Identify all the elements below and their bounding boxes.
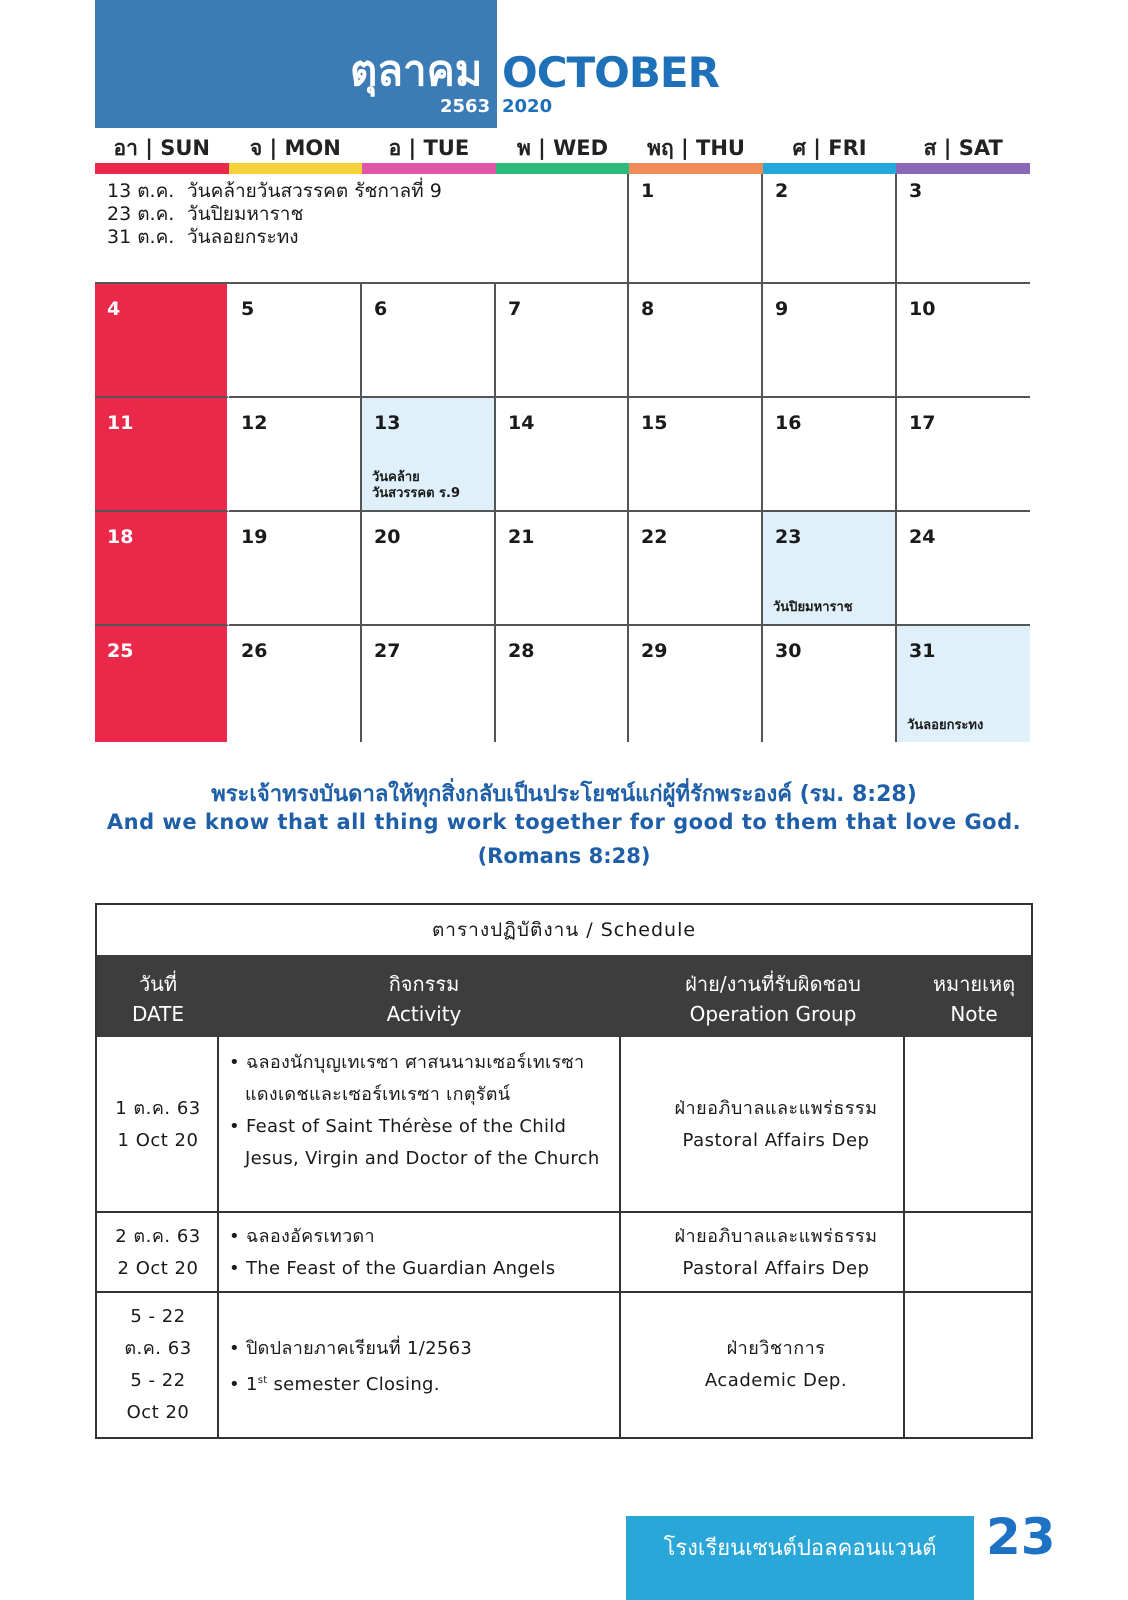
holiday-label: วันลอยกระทง bbox=[907, 718, 984, 733]
weekday-color-bar bbox=[896, 163, 1030, 174]
holiday-label: วันปิยมหาราช bbox=[773, 600, 853, 615]
calendar-day[interactable]: 28 bbox=[496, 626, 629, 742]
calendar-day[interactable]: 6 bbox=[362, 284, 496, 398]
month-title-english: OCTOBER bbox=[502, 48, 719, 97]
calendar-day[interactable]: 24 bbox=[897, 512, 1030, 626]
calendar-day[interactable]: 10 bbox=[897, 284, 1030, 398]
weekday-color-bar bbox=[229, 163, 363, 174]
calendar-day[interactable]: 17 bbox=[897, 398, 1030, 512]
table-row bbox=[97, 1211, 1031, 1291]
weekday-sun: อา | SUN bbox=[95, 128, 229, 174]
calendar-grid bbox=[95, 174, 1030, 742]
calendar-day-sunday[interactable]: 4 bbox=[95, 284, 229, 398]
row-date: 5 - 22 ต.ค. 63 5 - 22 Oct 20 bbox=[124, 1306, 192, 1423]
page-number: 23 bbox=[986, 1508, 1056, 1566]
verse-reference: (Romans 8:28) bbox=[477, 844, 651, 868]
row-activity: • ฉลองอัครเทวดา • The Feast of the Guardian Angels bbox=[229, 1226, 556, 1279]
calendar-day-holiday[interactable]: 13 วันคล้าย วันสวรรคต ร.9 bbox=[362, 398, 496, 512]
column-header-group: ฝ่าย/งานที่รับผิดชอบ Operation Group bbox=[685, 972, 861, 1026]
calendar-day-sunday[interactable]: 18 bbox=[95, 512, 229, 626]
row-activity: • ฉลองนักบุญเทเรซา ศาสนนามเซอร์เทเรซา แดงเดชและเซอร์เทเรซา เกตุรัตน์ • Feast of Saint Thérèse of the Child Jesus, Virgin and Doctor of the Church bbox=[229, 1052, 600, 1169]
calendar-day[interactable]: 5 bbox=[229, 284, 362, 398]
weekday-fri: ศ | FRI bbox=[763, 128, 897, 174]
weekday-color-bar bbox=[362, 163, 496, 174]
holiday-notes bbox=[95, 174, 629, 284]
column-header-activity: กิจกรรม Activity bbox=[386, 972, 462, 1026]
weekday-mon: จ | MON bbox=[229, 128, 363, 174]
verse-thai: พระเจ้าทรงบันดาลให้ทุกสิ่งกลับเป็นประโยชน์แก่ผู้ที่รักพระองค์ (รม. 8:28) bbox=[211, 782, 917, 807]
calendar-day[interactable]: 22 bbox=[629, 512, 763, 626]
calendar-day[interactable]: 15 bbox=[629, 398, 763, 512]
calendar-day[interactable]: 9 bbox=[763, 284, 897, 398]
holiday-note: 13 ต.ค. วันคล้ายวันสวรรคต รัชกาลที่ 9 bbox=[107, 180, 442, 202]
calendar-day-sunday[interactable]: 11 bbox=[95, 398, 229, 512]
calendar-day-sunday[interactable]: 25 bbox=[95, 626, 229, 742]
school-name: โรงเรียนเซนต์ปอลคอนแวนต์ bbox=[663, 1536, 937, 1561]
calendar-day-holiday[interactable]: 31 วันลอยกระทง bbox=[897, 626, 1030, 742]
schedule-header-row bbox=[97, 955, 1031, 1037]
calendar-day[interactable]: 3 bbox=[897, 174, 1030, 284]
calendar-day[interactable]: 26 bbox=[229, 626, 362, 742]
weekday-color-bar bbox=[496, 163, 630, 174]
calendar-day[interactable]: 14 bbox=[496, 398, 629, 512]
table-row bbox=[97, 1291, 1031, 1437]
schedule-table bbox=[95, 903, 1033, 1439]
row-group: ฝ่ายวิชาการ Academic Dep. bbox=[704, 1338, 848, 1391]
calendar-day[interactable]: 29 bbox=[629, 626, 763, 742]
row-activity: • ปิดปลายภาคเรียนที่ 1/2563 • 1st semester Closing. bbox=[229, 1338, 473, 1395]
schedule-title: ตารางปฏิบัติงาน / Schedule bbox=[431, 919, 697, 941]
row-group: ฝ่ายอภิบาลและแพร่ธรรม Pastoral Affairs Dep bbox=[674, 1226, 878, 1279]
calendar-day[interactable]: 7 bbox=[496, 284, 629, 398]
weekday-sat: ส | SAT bbox=[896, 128, 1030, 174]
weekday-thu: พฤ | THU bbox=[629, 128, 763, 174]
holiday-label: วันคล้าย วันสวรรคต ร.9 bbox=[372, 470, 461, 501]
row-date: 2 ต.ค. 63 2 Oct 20 bbox=[115, 1226, 201, 1279]
weekday-wed: พ | WED bbox=[496, 128, 630, 174]
verse-english: And we know that all thing work together for good to them that love God. bbox=[106, 810, 1022, 834]
month-title-thai: ตุลาคม bbox=[350, 46, 483, 95]
calendar-day[interactable]: 2 bbox=[763, 174, 897, 284]
calendar-day[interactable]: 8 bbox=[629, 284, 763, 398]
weekday-color-bar bbox=[763, 163, 897, 174]
calendar-day[interactable]: 1 bbox=[629, 174, 763, 284]
calendar-day[interactable]: 12 bbox=[229, 398, 362, 512]
calendar-day[interactable]: 16 bbox=[763, 398, 897, 512]
calendar-day[interactable]: 21 bbox=[496, 512, 629, 626]
row-date: 1 ต.ค. 63 1 Oct 20 bbox=[115, 1098, 201, 1151]
holiday-note: 31 ต.ค. วันลอยกระทง bbox=[107, 226, 299, 248]
calendar-day[interactable]: 30 bbox=[763, 626, 897, 742]
calendar-day-holiday[interactable]: 23 วันปิยมหาราช bbox=[763, 512, 897, 626]
calendar-day[interactable]: 27 bbox=[362, 626, 496, 742]
row-group: ฝ่ายอภิบาลและแพร่ธรรม Pastoral Affairs Dep bbox=[674, 1098, 878, 1151]
weekday-tue: อ | TUE bbox=[362, 128, 496, 174]
column-header-note: หมายเหตุ Note bbox=[932, 972, 1016, 1026]
calendar-day[interactable]: 19 bbox=[229, 512, 362, 626]
column-header-date: วันที่ DATE bbox=[131, 972, 185, 1026]
holiday-note: 23 ต.ค. วันปิยมหาราช bbox=[107, 203, 304, 225]
table-row bbox=[97, 1037, 1031, 1211]
calendar-day[interactable]: 20 bbox=[362, 512, 496, 626]
weekday-color-bar bbox=[629, 163, 763, 174]
weekday-header bbox=[95, 128, 1030, 174]
weekday-color-bar bbox=[95, 163, 229, 174]
year-thai: 2563 bbox=[440, 96, 491, 117]
year-english: 2020 bbox=[502, 96, 553, 117]
